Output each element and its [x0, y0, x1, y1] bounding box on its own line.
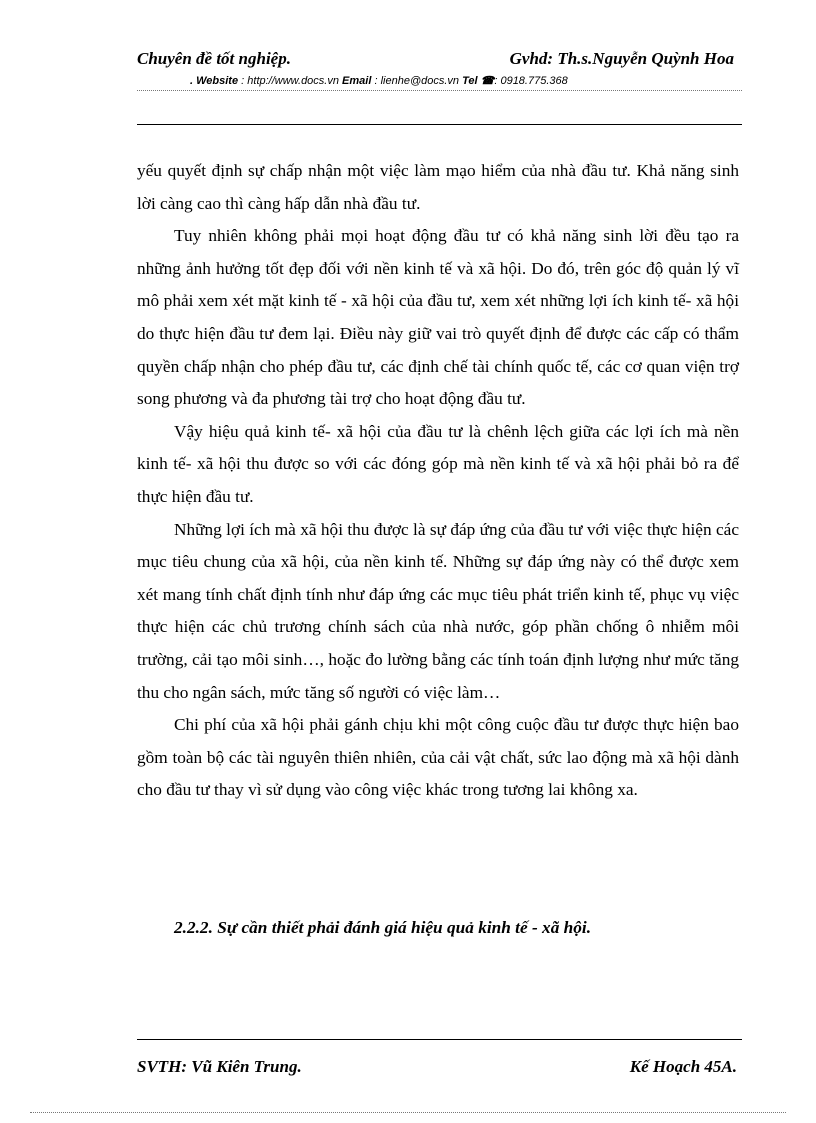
- email-value: : lienhe@docs.vn: [374, 75, 460, 87]
- website-value: : http://www.docs.vn: [241, 75, 339, 87]
- paragraph-3: Vậy hiệu quả kinh tế- xã hội của đầu tư là chênh lệch giữa các lợi ích mà nền kinh tế- xã hội thu được so với các đóng góp mà nền kinh tế và xã hội phải bỏ ra để thực hiện đầu tư.: [137, 421, 739, 506]
- tel-label: Tel: [462, 75, 478, 87]
- email-label: Email: [342, 75, 372, 87]
- paragraph-2: Tuy nhiên không phải mọi hoạt động đầu tư có khả năng sinh lời đều tạo ra những ảnh hưởng tốt đẹp đối với nền kinh tế và xã hội. Do đó, trên góc độ quản lý vĩ mô phải xem xét mặt kinh tế - xã hội của đầu tư, xem xét những lợi ích kinh tế- xã hội do thực hiện đầu tư đem lại. Điều này giữ vai trò quyết định để được các cấp có thẩm quyền chấp nhận cho phép đầu tư, các định chế tài chính quốc tế, các cơ quan viện trợ song phương và đa phương tài trợ cho hoạt động đầu tư.: [137, 226, 739, 409]
- page-header: [137, 49, 734, 73]
- tel-value: : 0918.775.368: [494, 75, 568, 87]
- document-title: Chuyên đề tốt nghiệp.: [137, 49, 291, 68]
- footer-dotted-divider: [30, 1112, 786, 1113]
- header-dotted-divider: [137, 90, 742, 91]
- paragraph-4: Những lợi ích mà xã hội thu được là sự đáp ứng của đầu tư với việc thực hiện các mục tiêu chung của xã hội, của nền kinh tế. Những sự đáp ứng này có thể được xem xét mang tính chất định tính như đáp ứng các mục tiêu phát triển kinh tế, phục vụ việc thực hiện các chủ trương chính sách của nhà nước, góp phần chống ô nhiễm môi trường, cải tạo môi sinh…, hoặc đo lường bằng các tính toán định lượng như mức tăng thu cho ngân sách, mức tăng số người có việc làm…: [137, 519, 739, 702]
- student-name: SVTH: Vũ Kiên Trung.: [137, 1057, 302, 1076]
- paragraph-5: Chi phí của xã hội phải gánh chịu khi một công cuộc đầu tư được thực hiện bao gồm toàn bộ các tài nguyên thiên nhiên, của cải vật chất, sức lao động mà xã hội dành cho đầu tư thay vì sử dụng vào công việc khác trong tương lai không xa.: [137, 715, 739, 800]
- page-footer: [137, 1057, 737, 1081]
- body-text: [137, 155, 739, 807]
- paragraph-1: yếu quyết định sự chấp nhận một việc làm mạo hiểm của nhà đầu tư. Khả năng sinh lời càng cao thì càng hấp dẫn nhà đầu tư.: [137, 161, 739, 213]
- section-heading: 2.2.2. Sự cần thiết phải đánh giá hiệu quả kinh tế - xã hội.: [174, 918, 592, 937]
- footer-rule: [137, 1039, 742, 1040]
- phone-icon: ☎: [480, 75, 495, 87]
- supervisor-name: Gvhd: Th.s.Nguyễn Quỳnh Hoa: [509, 49, 734, 68]
- class-name: Kế Hoạch 45A.: [629, 1057, 737, 1076]
- header-rule: [137, 124, 742, 125]
- contact-line: [190, 74, 710, 90]
- website-label: . Website: [190, 75, 239, 87]
